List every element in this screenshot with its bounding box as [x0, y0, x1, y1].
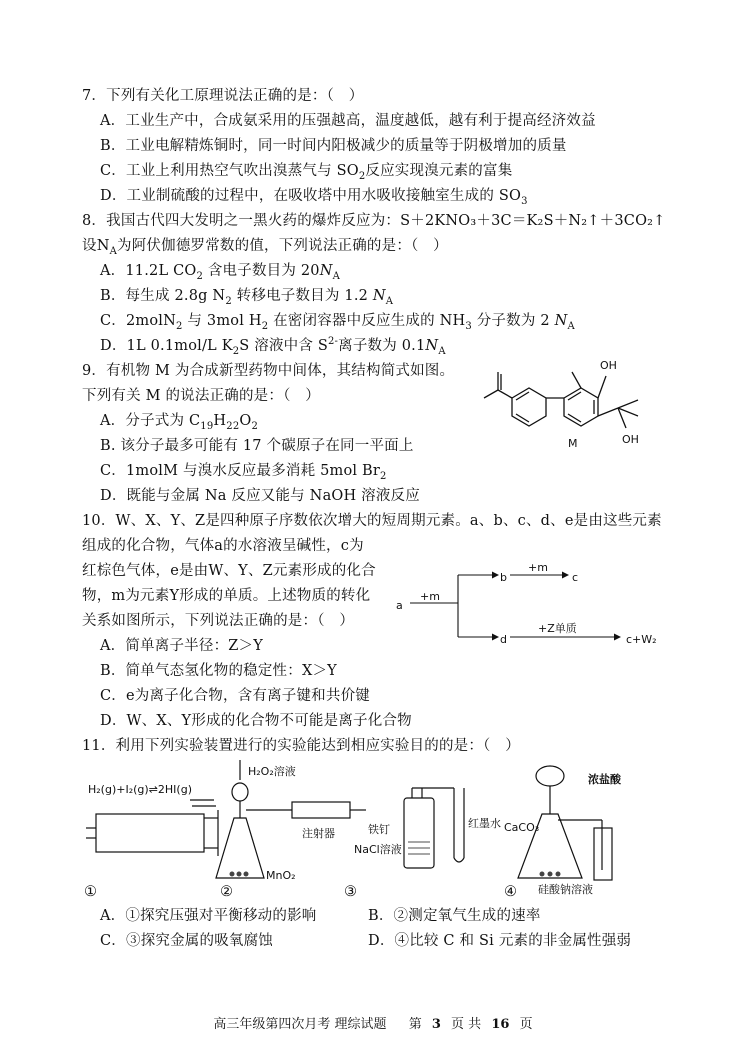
q8-option-a: A．11.2L $CO_2$ 含电子数目为 $20N_A$ [100, 263, 341, 282]
q7-stem: 7．下列有关化工原理说法正确的是：（ ） [82, 88, 364, 104]
q10-stem-3: 红棕色气体，e是由W、Y、Z元素形成的化合 [82, 563, 376, 579]
q11-option-a: A．①探究压强对平衡移动的影响 [100, 908, 317, 924]
q11-label-3: ③ [344, 884, 357, 900]
q10-fig-m2: +m [528, 561, 548, 574]
q10-option-c: C．e为离子化合物，含有离子键和共价键 [100, 688, 370, 704]
q9-option-b: B. 该分子最多可能有 17 个碳原子在同一平面上 [100, 438, 414, 454]
q9-structure-figure [476, 350, 696, 460]
q8-stem-2: 设$N_A$为阿伏伽德罗常数的值，下列说法正确的是：（ ） [82, 238, 448, 257]
q7-option-b: B．工业电解精炼铜时，同一时间内阳极减少的质量等于阴极增加的质量 [100, 138, 567, 154]
q7-option-d: D．工业制硫酸的过程中，在吸收塔中用水吸收接触室生成的 $SO_3$ [100, 188, 528, 207]
q10-fig-b: b [500, 571, 507, 584]
q7-option-c: C．工业上利用热空气吹出溴蒸气与 $SO_2$反应实现溴元素的富集 [100, 163, 513, 182]
molecule-drawing [476, 350, 696, 460]
q11-label-2: ② [220, 884, 233, 900]
q11-fig2-mno2: MnO₂ [266, 869, 296, 882]
q9-option-c: C．1molM 与溴水反应最多消耗 5mol $Br_2$ [100, 463, 387, 482]
q10-fig-c: c [572, 571, 579, 584]
q11-stem: 11．利用下列实验装置进行的实验能达到相应实验目的的是：（ ） [82, 738, 520, 754]
q10-conversion-diagram [392, 555, 692, 655]
q9-fig-oh-top: OH [600, 359, 617, 372]
q10-option-d: D．W、X、Y形成的化合物不可能是离子化合物 [100, 713, 412, 729]
q11-fig4-hcl: 浓盐酸 [588, 773, 621, 786]
q11-label-1: ① [84, 884, 97, 900]
q11-fig2-h2o2: H₂O₂溶液 [248, 765, 296, 778]
q10-stem-2: 组成的化合物，气体a的水溶液呈碱性，c为 [82, 538, 364, 554]
q9-fig-label-m: M [568, 437, 578, 450]
q8-option-b: B．每生成 2.8g $N_2$ 转移电子数目为 1.2 $N_A$ [100, 288, 394, 307]
q8-stem: 8．我国古代四大发明之一黑火药的爆炸反应为：S＋2KNO₃＋3C＝K₂S＋N₂↑＋3CO₂↑ [82, 213, 666, 229]
q9-fig-oh-right: OH [622, 433, 639, 446]
q7-option-a: A．工业生产中，合成氨采用的压强越高，温度越低，越有利于提高经济效益 [100, 113, 596, 129]
q11-fig1-equation: H₂(g)+I₂(g)⇌2HI(g) [88, 783, 192, 796]
q10-option-b: B．简单气态氢化物的稳定性：X＞Y [100, 663, 337, 679]
q10-stem-5: 关系如图所示，下列说法正确的是：（ ） [82, 613, 355, 629]
q9-stem: 9．有机物 M 为合成新型药物中间体，其结构简式如图。 [82, 363, 455, 379]
q11-fig3-nacl: NaCl溶液 [354, 843, 402, 856]
q10-fig-d: d [500, 633, 507, 646]
q10-fig-z: +Z单质 [538, 622, 577, 635]
q11-option-c: C．③探究金属的吸氧腐蚀 [100, 933, 273, 949]
q9-option-d: D．既能与金属 Na 反应又能与 NaOH 溶液反应 [100, 488, 420, 504]
q11-option-b: B．②测定氧气生成的速率 [368, 908, 541, 924]
q8-option-d: D．1L 0.1mol/L $K_2S$ 溶液中含 $S^{2-}$离子数为 $0.1N_A$ [100, 336, 446, 357]
q11-option-d: D．④比较 C 和 Si 元素的非金属性强弱 [368, 933, 632, 949]
q11-fig4-sio3: 硅酸钠溶液 [538, 883, 593, 896]
q10-fig-out: c+W₂ [626, 633, 657, 646]
q10-stem-4: 物，m为元素Y形成的单质。上述物质的转化 [82, 588, 371, 604]
q10-fig-m1: +m [420, 590, 440, 603]
q9-option-a: A．分子式为 $C_{19}H_{22}O_2$ [100, 413, 259, 432]
q11-fig4-caco3: CaCO₃ [504, 821, 540, 834]
q10-option-a: A．简单离子半径：Z＞Y [100, 638, 264, 654]
q10-stem: 10．W、X、Y、Z是四种原子序数依次增大的短周期元素。a、b、c、d、e是由这些元素 [82, 513, 662, 529]
q11-apparatus-figures [82, 758, 682, 898]
footer-exam-title: 高三年级第四次月考 理综试题 [213, 1017, 387, 1032]
q11-label-4: ④ [504, 884, 517, 900]
q10-fig-a: a [396, 599, 403, 612]
footer-page-info: 第 3 页 共 16 页 [408, 1017, 533, 1032]
q8-option-c: C．2molN$_2$ 与 3mol $H_2$ 在密闭容器中反应生成的 $NH_3$ 分子数为 2 $N_A$ [100, 313, 575, 332]
q9-stem-2: 下列有关 M 的说法正确的是：（ ） [82, 388, 320, 404]
q11-fig2-syringe: 注射器 [302, 827, 335, 840]
q11-fig3-ink: 红墨水 [468, 817, 501, 830]
page-footer [0, 1016, 752, 1034]
q11-fig3-nail: 铁钉 [368, 823, 390, 836]
